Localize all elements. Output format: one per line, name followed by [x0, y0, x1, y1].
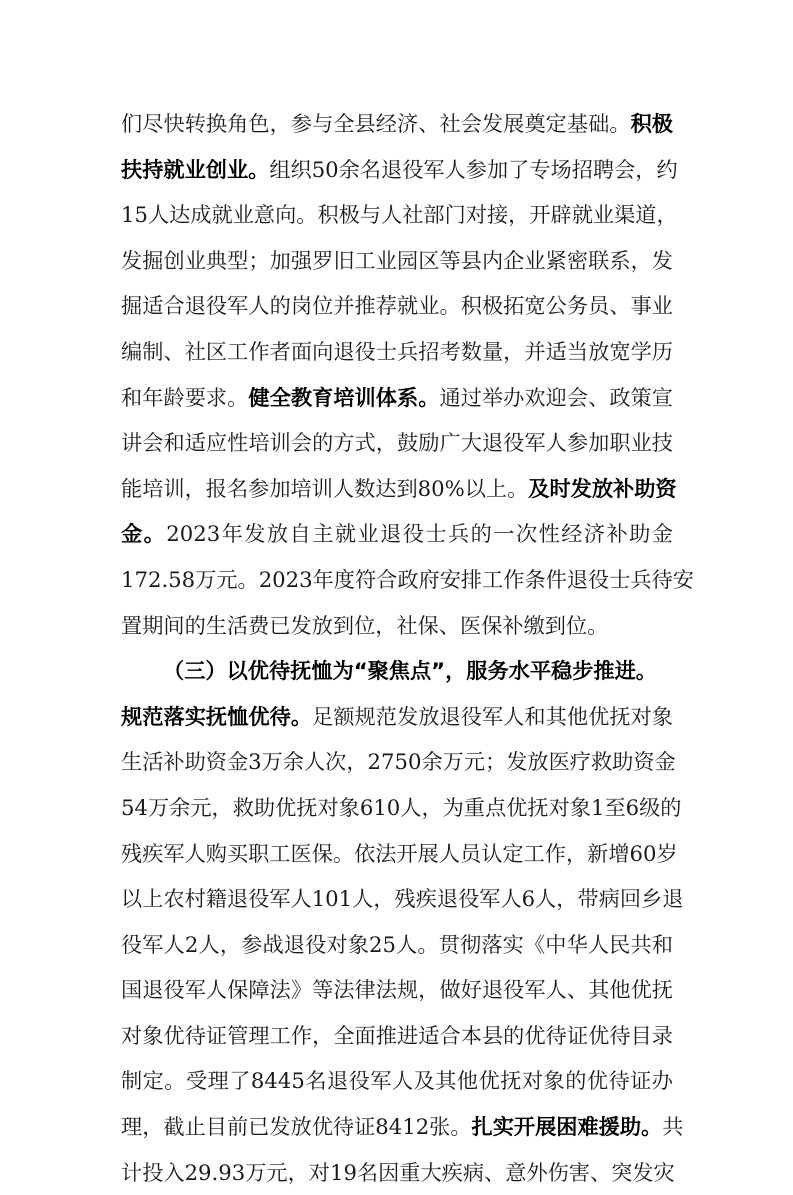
text-line — [121, 831, 678, 877]
text-segment: 通过举办欢迎会、政策宣 — [439, 384, 673, 410]
text-segment: 172.58万元。2023年度符合政府安排工作条件退役士兵待安 — [121, 566, 694, 592]
text-segment: 和年龄要求。 — [121, 384, 249, 410]
bold-heading-segment: 金。 — [121, 521, 167, 547]
text-segment: 国退役军人保障法》等法律法规，做好退役军人、其他优抚 — [121, 977, 673, 1003]
text-segment: 对象优待证管理工作，全面推进适合本县的优待证优待目录 — [121, 1022, 673, 1048]
text-segment: 制定。受理了8445名退役军人及其他优抚对象的优待证办 — [121, 1068, 673, 1094]
text-segment: 能培训，报名参加培训人数达到80%以上。 — [121, 475, 529, 501]
text-segment: 生活补助资金3万余人次，2750余万元；发放医疗救助资金 — [121, 749, 676, 775]
text-line — [121, 876, 684, 922]
text-line — [121, 101, 673, 147]
text-segment: 组织50余名退役军人参加了专场招聘会，约 — [269, 156, 678, 182]
text-segment: 54万余元，救助优抚对象610人，为重点优抚对象1至6级的 — [121, 794, 682, 820]
text-line — [121, 739, 676, 785]
bold-heading-segment: 积极 — [630, 111, 673, 136]
text-segment: 计投入29.93万元，对19名因重大疾病、意外伤害、突发灾 — [121, 1159, 675, 1185]
text-line — [121, 147, 678, 193]
text-line — [121, 283, 673, 329]
bold-heading-segment: 扎实开展困难援助。 — [471, 1114, 663, 1140]
text-line — [121, 1058, 673, 1104]
text-segment: 置期间的生活费已发放到位，社保、医保补缴到位。 — [121, 612, 609, 638]
text-line — [121, 922, 673, 968]
text-line — [121, 1104, 684, 1150]
text-line — [121, 967, 673, 1013]
text-segment: 共 — [662, 1114, 684, 1140]
bold-heading-segment: 规范落实抚恤优待。 — [121, 703, 313, 729]
text-segment: 15人达成就业意向。积极与人社部门对接，开辟就业渠道， — [121, 202, 678, 228]
bold-heading-segment: 扶持就业创业。 — [121, 156, 270, 182]
text-segment: 役军人2人，参战退役对象25人。贯彻落实《中华人民共和 — [121, 931, 673, 957]
text-line — [121, 420, 673, 466]
text-line — [121, 238, 673, 284]
text-line — [121, 1013, 673, 1059]
bold-heading-segment: （三）以优待抚恤为“聚焦点”，服务水平稳步推进。 — [163, 658, 657, 684]
text-line — [121, 329, 673, 375]
text-segment: 掘适合退役军人的岗位并推荐就业。积极拓宽公务员、事业 — [121, 293, 673, 319]
text-segment: 编制、社区工作者面向退役士兵招考数量，并适当放宽学历 — [121, 338, 673, 364]
text-line — [121, 1150, 673, 1195]
bold-heading-segment: 健全教育培训体系。 — [248, 384, 440, 410]
text-segment: 理，截止目前已发放优待证8412张。 — [121, 1114, 472, 1140]
text-segment: 2023年发放自主就业退役士兵的一次性经济补助金 — [166, 521, 673, 547]
text-segment: 们尽快转换角色，参与全县经济、社会发展奠定基础。 — [121, 111, 631, 136]
bold-heading-segment: 及时发放补助资 — [528, 475, 677, 501]
text-line — [121, 785, 682, 831]
text-line — [121, 557, 694, 603]
text-line — [121, 511, 673, 557]
body-text — [121, 101, 694, 1195]
text-line — [121, 694, 673, 740]
text-segment: 残疾军人购买职工医保。依法开展人员认定工作，新增60岁 — [121, 840, 678, 866]
text-segment: 讲会和适应性培训会的方式，鼓励广大退役军人参加职业技 — [121, 430, 673, 456]
text-line — [121, 466, 677, 512]
text-segment: 以上农村籍退役军人101人，残疾退役军人6人，带病回乡退 — [121, 886, 684, 912]
text-segment: 发掘创业典型；加强罗旧工业园区等县内企业紧密联系，发 — [121, 247, 673, 273]
text-line — [121, 375, 673, 421]
text-line — [121, 603, 673, 649]
section-heading — [121, 648, 673, 694]
text-line — [121, 192, 678, 238]
text-segment: 足额规范发放退役军人和其他优抚对象 — [312, 703, 673, 729]
